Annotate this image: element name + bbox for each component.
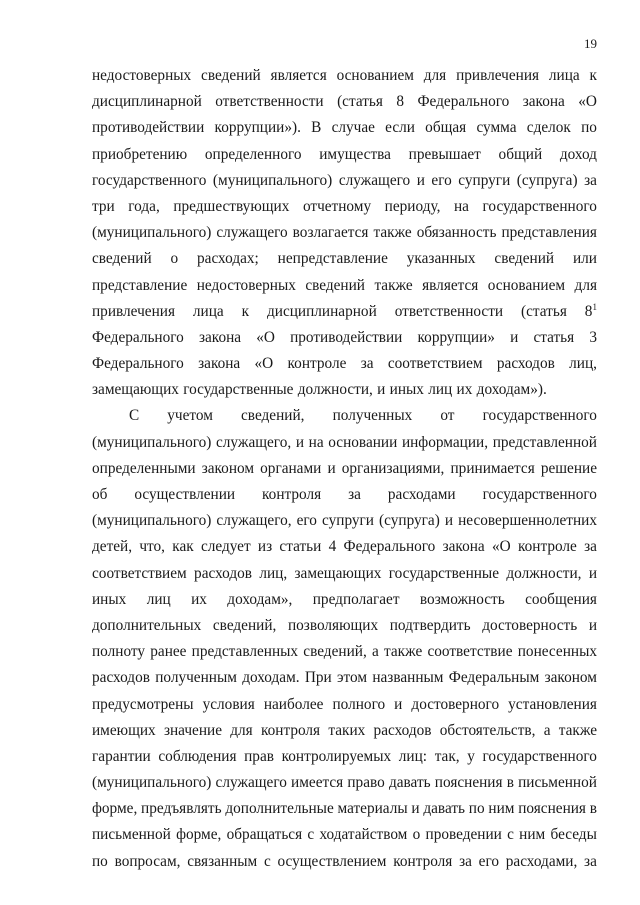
word: к <box>589 67 597 84</box>
word: для <box>230 721 253 739</box>
word: (супруга) <box>516 171 578 189</box>
word: сведений <box>92 250 152 268</box>
word: контроля <box>262 486 322 503</box>
text-line <box>92 508 597 534</box>
word: имеющих <box>92 721 156 739</box>
word: право <box>347 774 385 792</box>
word: за <box>584 852 597 870</box>
word: форме, <box>92 800 138 818</box>
paragraph <box>92 63 597 403</box>
word: контроля <box>393 852 453 870</box>
text-line <box>92 561 597 587</box>
word: сумма <box>476 119 517 137</box>
word: значение <box>163 721 223 739</box>
word: В <box>311 119 322 137</box>
word: служащего <box>215 774 287 792</box>
word: ходатайством <box>319 826 408 844</box>
word: детей, <box>92 538 133 556</box>
word: имущества <box>319 145 391 163</box>
word: достоверность <box>482 616 578 634</box>
word: установления <box>508 695 597 713</box>
word: достоверного <box>411 695 500 713</box>
word: полноту <box>92 643 146 661</box>
word: противодействии <box>290 328 403 346</box>
word: определенного <box>204 145 302 163</box>
word: государственного <box>482 197 597 215</box>
word: сообщения <box>525 590 597 608</box>
word: а <box>543 721 551 739</box>
word: 8$^1$ <box>584 301 597 320</box>
word: связанным <box>187 852 258 870</box>
text-line <box>92 168 597 194</box>
word: предусмотрены <box>92 695 194 713</box>
text-line <box>92 403 597 429</box>
text-line <box>92 220 597 246</box>
word: случае <box>331 119 375 137</box>
paragraph <box>92 403 597 874</box>
word: замещающих <box>294 564 382 582</box>
word: полного <box>332 695 386 713</box>
word: представленных <box>191 643 299 661</box>
text-line <box>92 194 597 220</box>
text-line <box>92 822 597 848</box>
word: наиболее <box>263 695 324 713</box>
word: решение <box>540 459 597 477</box>
word: лиц, <box>259 564 288 582</box>
word: года, <box>128 197 160 215</box>
word: за <box>584 538 597 556</box>
word: имеется <box>291 774 344 792</box>
word: доходам», <box>227 590 293 608</box>
word: превышает <box>408 145 481 163</box>
word: расходах; <box>197 250 259 268</box>
word: При <box>304 669 332 687</box>
word: и <box>444 512 454 530</box>
word: (статья <box>521 302 567 320</box>
word: сделок <box>526 119 571 137</box>
word: принимается <box>450 459 535 477</box>
word: (супруга) <box>379 512 440 530</box>
word: расходами <box>387 486 456 503</box>
word: лиц <box>428 381 453 399</box>
word: государственного <box>482 407 597 425</box>
word: государственного <box>482 486 597 503</box>
word: за <box>459 852 472 870</box>
word: является <box>270 67 327 84</box>
word: соответствие <box>427 643 513 661</box>
word: на <box>308 433 324 451</box>
word: статья <box>533 328 575 346</box>
word: закона <box>442 538 485 556</box>
word: с <box>307 826 315 844</box>
word: замещающих <box>92 381 179 399</box>
word: по <box>581 119 597 137</box>
word: позволяющих <box>287 616 379 634</box>
word: общий <box>498 145 543 163</box>
word: или <box>572 250 597 268</box>
word: полученных <box>332 407 413 425</box>
word: так, <box>434 747 460 765</box>
word: с <box>507 826 514 844</box>
word: организациями, <box>341 459 445 477</box>
text-line <box>92 115 597 141</box>
text-line <box>92 665 597 691</box>
word: ответственности <box>394 302 504 320</box>
word: также <box>558 721 597 739</box>
word: осуществлением <box>277 852 387 870</box>
word: государственного <box>482 747 597 765</box>
word: также <box>373 224 412 242</box>
text-line <box>92 325 597 351</box>
word: этом <box>336 669 368 687</box>
word: указанных <box>406 250 476 268</box>
word: обращаться <box>226 826 303 844</box>
word: приобретению <box>92 145 188 163</box>
text-line <box>92 430 597 456</box>
word: пояснения <box>518 800 586 818</box>
word: о <box>412 826 421 844</box>
word: об <box>92 486 108 503</box>
word: для <box>423 67 447 84</box>
word: к <box>241 302 250 320</box>
page-number: 19 <box>584 36 597 51</box>
word: в <box>589 800 597 818</box>
word: ответственности <box>215 93 324 111</box>
word: закона <box>198 328 242 346</box>
word: форме, <box>176 826 222 844</box>
text-line <box>92 299 597 325</box>
word: сведений <box>305 276 365 294</box>
word: соответствием <box>92 564 187 582</box>
word: служащего <box>338 171 411 189</box>
word: ним <box>519 826 546 844</box>
text-line <box>92 89 597 115</box>
word: определенными <box>92 459 196 477</box>
word: его <box>431 171 452 189</box>
text-line <box>92 377 597 403</box>
word: и <box>327 459 336 477</box>
word: с <box>263 852 271 870</box>
word: в <box>506 774 514 792</box>
word: периоду, <box>384 197 441 215</box>
word: прав <box>244 747 274 765</box>
text-line <box>92 849 597 875</box>
word: «О <box>491 538 511 556</box>
word: соответствием <box>387 355 483 373</box>
word: представление <box>92 276 188 294</box>
word: полученным <box>155 669 237 687</box>
text-line <box>92 351 597 377</box>
text-line <box>92 639 597 665</box>
word: расходов <box>496 355 555 373</box>
word: коррупции»). <box>214 119 301 137</box>
text-line <box>92 796 597 822</box>
word: ранее <box>150 643 187 661</box>
word: является <box>422 276 479 294</box>
word: названным <box>372 669 444 687</box>
word: недостоверных <box>92 67 192 84</box>
word: (муниципального) <box>92 774 212 792</box>
word: обязанность <box>416 224 497 242</box>
word: представления <box>501 224 597 242</box>
word: Федеральным <box>448 669 540 687</box>
word: государственные <box>183 381 294 399</box>
word: доход <box>559 145 597 163</box>
text-line <box>92 587 597 613</box>
text-line <box>92 142 597 168</box>
word: подтвердить <box>389 616 471 634</box>
word: закона <box>198 355 241 373</box>
word: лица <box>548 67 580 84</box>
word: супруги <box>322 512 374 530</box>
word: беседы <box>550 826 597 844</box>
word: органами <box>260 459 322 477</box>
footnote-superscript: 1 <box>592 301 597 312</box>
word: основанием <box>487 276 566 294</box>
word: и <box>295 433 304 451</box>
word: должности, <box>297 381 373 399</box>
word: статьи <box>279 538 322 556</box>
word: сведений, <box>212 616 277 634</box>
word: законом <box>201 459 255 477</box>
text-line <box>92 744 597 770</box>
word: дисциплинарной <box>266 302 377 320</box>
word: сведений <box>494 250 555 268</box>
word: законом <box>544 669 597 687</box>
word: С <box>129 407 140 425</box>
word: как <box>172 538 194 556</box>
word: и <box>394 695 403 713</box>
text-line <box>92 63 597 89</box>
word: служащего, <box>216 433 292 451</box>
word: должности, <box>506 564 582 582</box>
word: государственные <box>388 564 500 582</box>
word: также <box>384 643 423 661</box>
word: за <box>584 171 597 189</box>
word: основании <box>328 433 398 451</box>
word: расходами, <box>505 852 578 870</box>
text-line <box>92 246 597 272</box>
word: Федерального <box>343 538 436 556</box>
word: пояснения <box>434 774 503 792</box>
text-line <box>92 456 597 482</box>
word: отчетному <box>302 197 372 215</box>
word: и <box>588 616 597 634</box>
word: у <box>467 747 475 765</box>
word: предшествующих <box>173 197 290 215</box>
word: контроля <box>260 721 321 739</box>
word: сведений, <box>241 407 305 425</box>
word: служащего <box>216 224 288 242</box>
word: расходов <box>92 669 150 687</box>
text-line <box>92 613 597 639</box>
word: его <box>296 512 317 530</box>
word: о <box>170 250 179 268</box>
word: закона <box>522 93 565 111</box>
word: контролируемых <box>281 747 392 765</box>
word: письменной <box>92 826 171 844</box>
word: их <box>191 590 207 608</box>
word: на <box>453 197 469 215</box>
word: (статья <box>337 93 383 111</box>
word: коррупции» <box>417 328 495 346</box>
text-line <box>92 718 597 744</box>
word: дополнительные <box>225 800 334 818</box>
word: и <box>588 564 597 582</box>
word: и <box>416 171 425 189</box>
word: расходов <box>373 721 432 739</box>
word: иных <box>92 590 127 608</box>
word: «О <box>254 355 274 373</box>
word: супруги <box>458 171 511 189</box>
text-line <box>92 482 597 508</box>
word: Федерального <box>92 328 184 346</box>
word: Федерального <box>92 355 184 373</box>
word: и <box>411 800 420 818</box>
document-body <box>92 63 597 875</box>
word: государственного <box>92 171 207 189</box>
word: предъявлять <box>141 800 222 818</box>
word: несовершеннолетних <box>458 512 597 530</box>
word: контроле <box>287 355 347 373</box>
word: контроле <box>517 538 577 556</box>
word: материалы <box>337 800 408 818</box>
text-line <box>92 692 597 718</box>
word: давать <box>423 800 466 818</box>
word: также <box>374 276 413 294</box>
word: соблюдения <box>158 747 237 765</box>
word: лиц, <box>569 355 597 373</box>
word: письменной <box>518 774 597 792</box>
word: и <box>377 381 386 399</box>
word: 8 <box>396 93 405 111</box>
word: дисциплинарной <box>92 93 202 111</box>
word: непредставление <box>277 250 388 268</box>
word: таких <box>328 721 366 739</box>
word: 4 <box>328 538 337 556</box>
word: гарантии <box>92 747 151 765</box>
word: обстоятельств, <box>439 721 536 739</box>
word: для <box>574 276 597 294</box>
word: что, <box>139 538 165 556</box>
word: условия <box>202 695 255 713</box>
word: сведений, <box>303 643 367 661</box>
word: Федерального <box>417 93 510 111</box>
word: привлечения <box>456 67 540 84</box>
word: понесенных <box>517 643 597 661</box>
word: возлагается <box>292 224 369 242</box>
word: из <box>257 538 273 556</box>
word: от <box>440 407 455 425</box>
word: доходам»). <box>476 381 547 399</box>
word: возможность <box>419 590 505 608</box>
word: информации, <box>401 433 489 451</box>
word: лица <box>192 302 224 320</box>
word: по <box>468 800 485 818</box>
word: (муниципального) <box>92 224 212 242</box>
word: ним <box>488 800 515 818</box>
word: его <box>478 852 500 870</box>
text-line <box>92 273 597 299</box>
word: а <box>371 643 379 661</box>
word: (муниципального) <box>212 171 333 189</box>
word: за <box>360 355 374 373</box>
word: проведении <box>425 826 502 844</box>
word: «О <box>256 328 275 346</box>
text-line <box>92 770 597 796</box>
word: сведений <box>201 67 261 84</box>
word: противодействии <box>92 119 205 137</box>
word: недостоверных <box>196 276 296 294</box>
word: доходам. <box>242 669 300 687</box>
word: давать <box>388 774 431 792</box>
word: учетом <box>167 407 213 425</box>
word: 3 <box>589 328 597 346</box>
word: служащего, <box>216 512 292 530</box>
word: предполагает <box>312 590 400 608</box>
word: за <box>348 486 361 503</box>
word: «О <box>578 93 597 111</box>
word: три <box>92 197 115 215</box>
word: (муниципального) <box>92 512 212 530</box>
word: лиц <box>146 590 171 608</box>
word: по <box>92 852 108 870</box>
word: привлечения <box>92 302 175 320</box>
word: общая <box>425 119 467 137</box>
word: лиц: <box>398 747 428 765</box>
word: иных <box>389 381 424 399</box>
word: если <box>385 119 415 137</box>
word: их <box>456 381 473 399</box>
word: осуществлении <box>134 486 236 503</box>
word: представленной <box>492 433 597 451</box>
word: (муниципального) <box>92 433 212 451</box>
word: расходов <box>194 564 252 582</box>
text-line <box>92 534 597 560</box>
word: основанием <box>336 67 414 84</box>
word: дополнительных <box>92 616 202 634</box>
word: и <box>510 328 519 346</box>
word: следует <box>200 538 251 556</box>
word: вопросам, <box>114 852 181 870</box>
